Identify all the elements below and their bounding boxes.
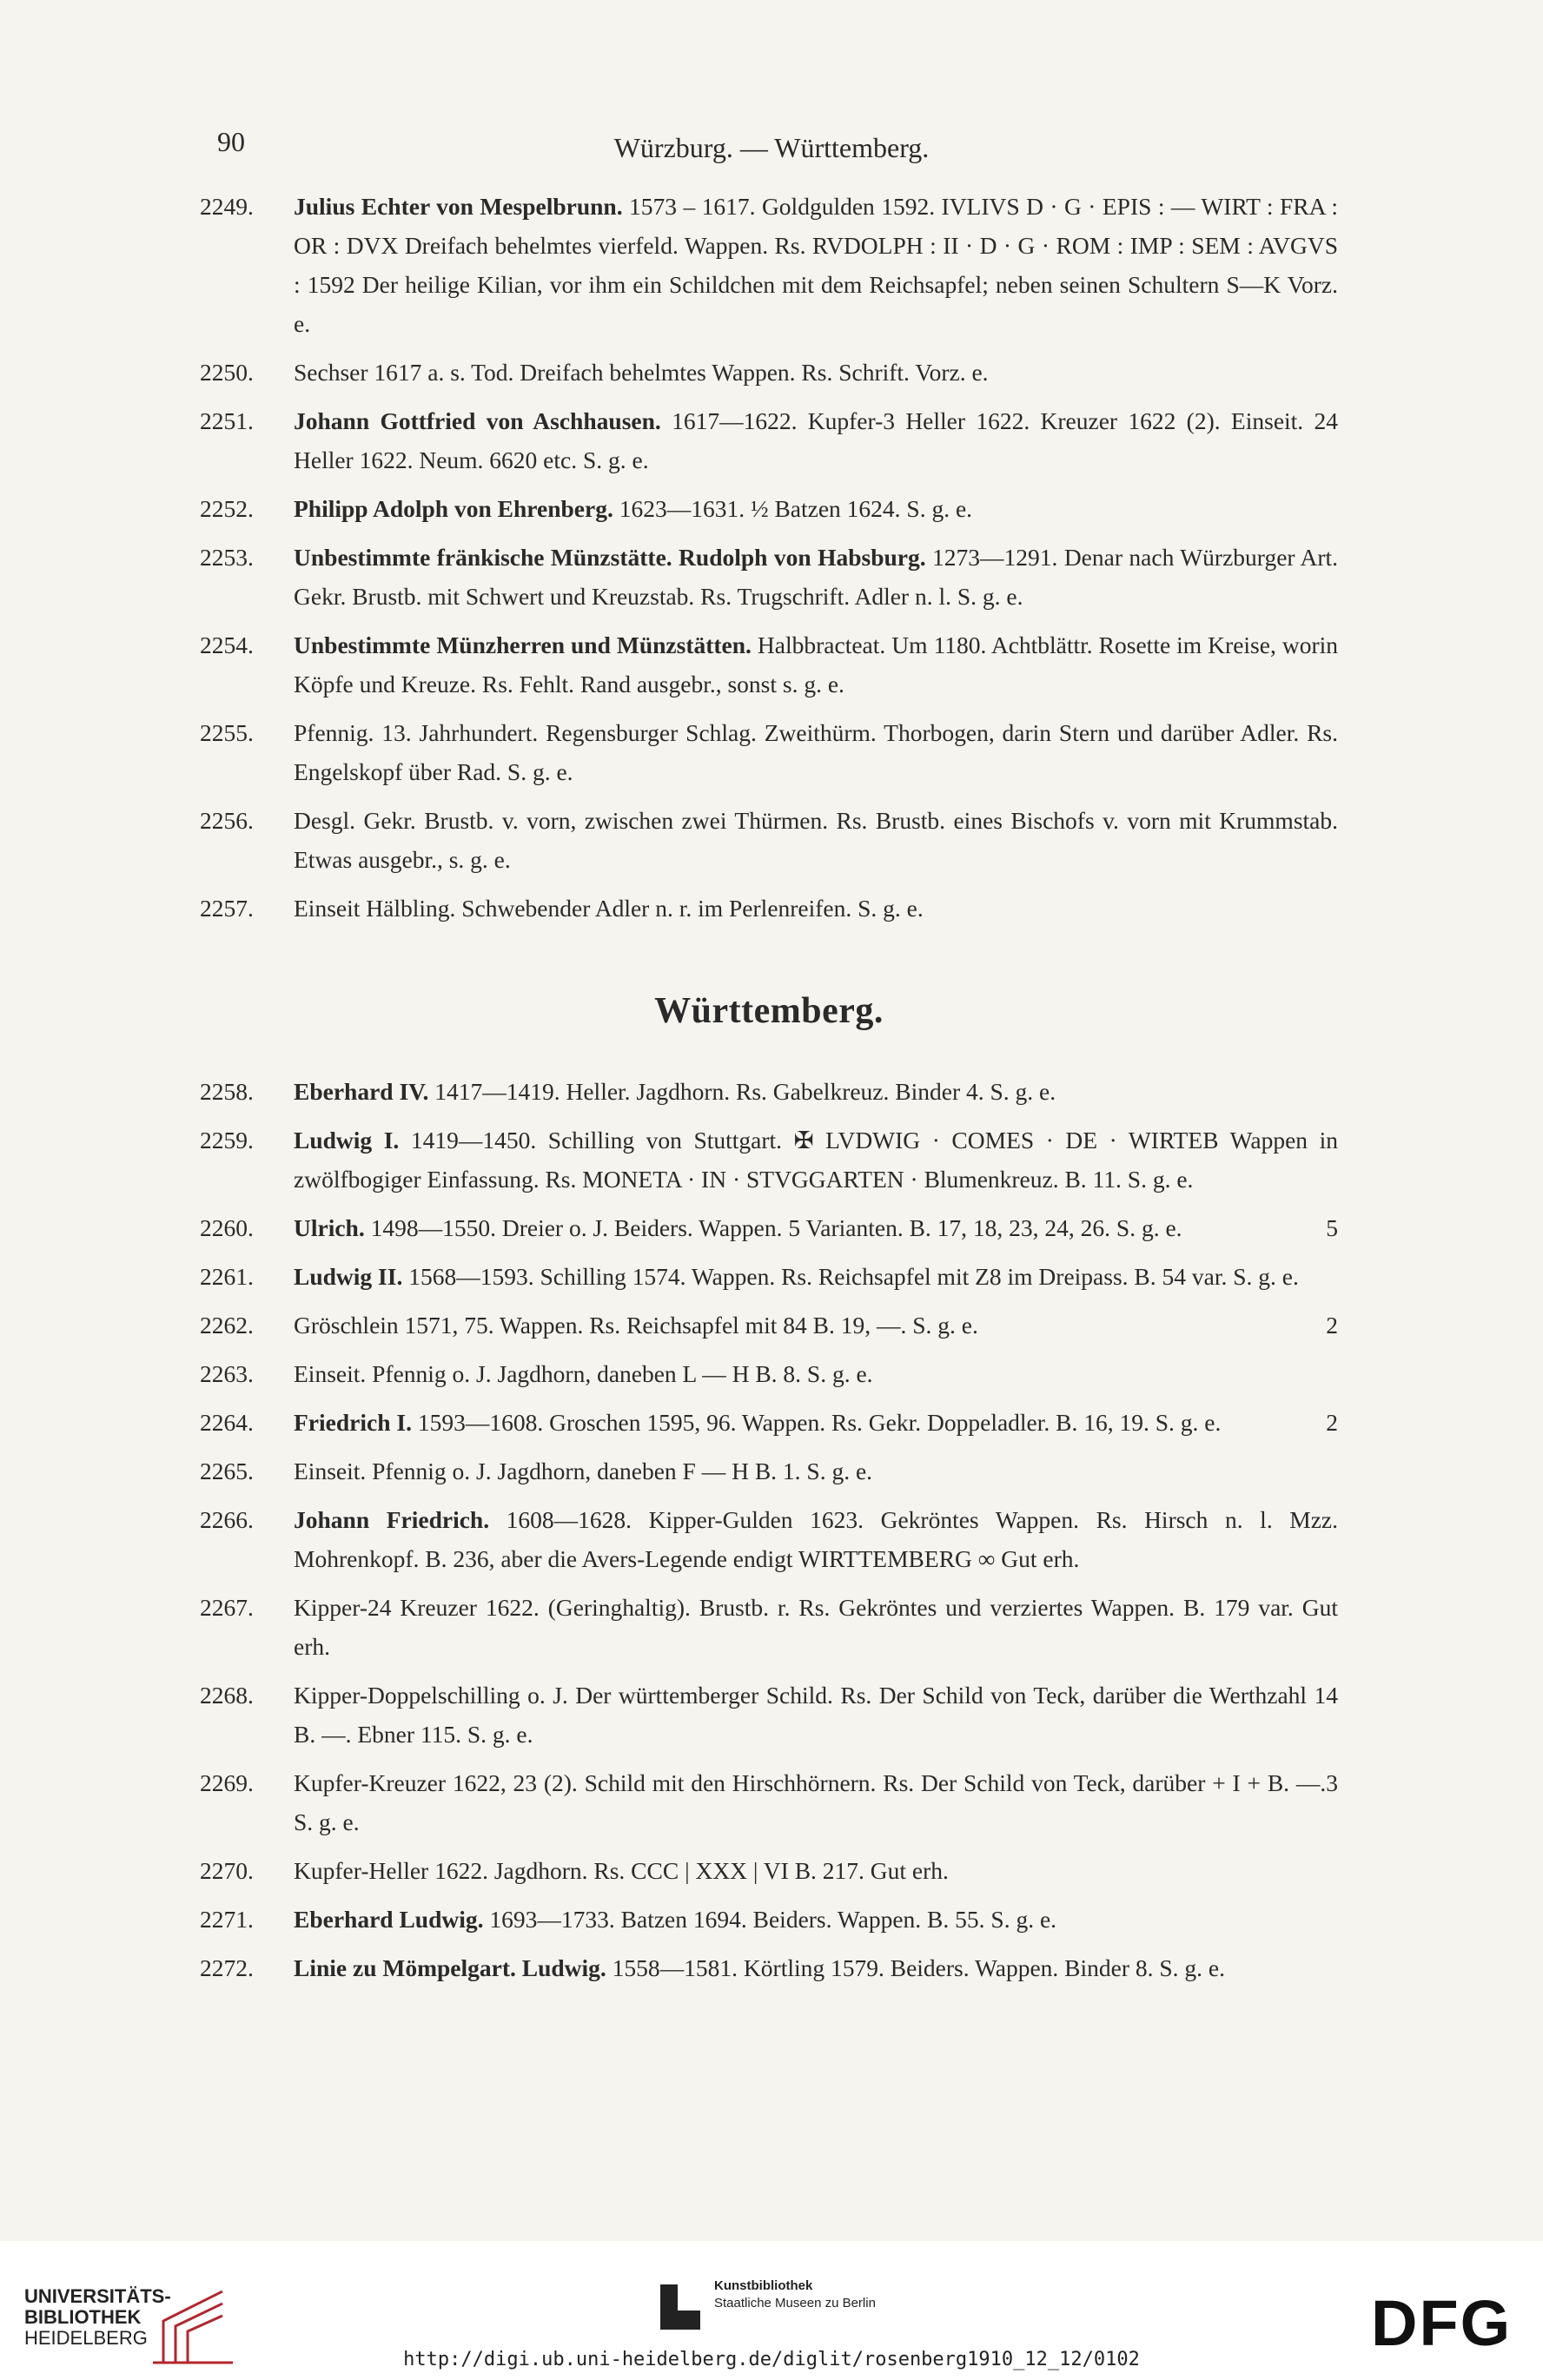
viewer-footer	[0, 2241, 1543, 2380]
entry-number: 2266.	[200, 1506, 254, 1533]
catalog-entry	[200, 1451, 1338, 1491]
catalog-entry	[200, 1121, 1338, 1199]
entry-description: Sechser 1617 a. s. Tod. Dreifach behelmtes Wappen. Rs. Schrift. Vorz. e.	[294, 359, 989, 386]
catalog-entry	[200, 353, 1338, 392]
uni-line-1: UNIVERSITÄTS-	[24, 2285, 171, 2307]
catalog-entry	[200, 1403, 1338, 1442]
entry-number: 2263.	[200, 1360, 254, 1387]
section-title: Württemberg.	[654, 991, 884, 1031]
entry-description: Gröschlein 1571, 75. Wappen. Rs. Reichsapfel mit 84 B. 19, —. S. g. e.	[294, 1312, 978, 1339]
catalog-entry	[200, 1763, 1338, 1841]
entry-description: Desgl. Gekr. Brustb. v. vorn, zwischen zwei Thürmen. Rs. Brustb. eines Bischofs v. vorn mit Krummstab. Etwas ausgebr., s. g. e.	[294, 807, 1338, 873]
entry-number: 2265.	[200, 1458, 254, 1484]
entry-description: Kupfer-Kreuzer 1622, 23 (2). Schild mit den Hirschhörnern. Rs. Der Schild von Teck, darüber + I + B. —. S. g. e.	[294, 1769, 1327, 1835]
entry-price: 4	[1326, 407, 1338, 434]
catalog-entry	[200, 187, 1338, 343]
entry-description: 1498—1550. Dreier o. J. Beiders. Wappen. 5 Varianten. B. 17, 18, 23, 24, 26. S. g. e.	[364, 1214, 1182, 1241]
entry-ruler-name: Johann Friedrich.	[294, 1506, 490, 1533]
entry-number: 2251.	[200, 407, 254, 434]
catalog-entry	[200, 538, 1338, 616]
entry-price: 2	[1326, 1409, 1338, 1436]
entry-description: 1608—1628. Kipper-Gulden 1623. Gekröntes Wappen. Rs. Hirsch n. l. Mzz. Mohrenkopf. B. 236, aber die Avers-Legende endigt WIRTTEMBERG ∞ Gut erh.	[294, 1506, 1339, 1572]
catalog-entry	[200, 889, 1338, 928]
entry-description: 1573 – 1617. Goldgulden 1592. IVLIVS D · G · EPIS : — WIRT : FRA : OR : DVX Dreifach behelmtes vierfeld. Wappen. Rs. RVDOLPH : II · D · G · ROM : IMP : SEM : AVGVS : 1592 Der heilige Kilian, vor ihm ein Schildchen mit dem Reichsapfel; neben seinen Schultern S—K Vorz. e.	[294, 193, 1338, 337]
entry-number: 2259.	[200, 1127, 254, 1154]
entry-description: 1593—1608. Groschen 1595, 96. Wappen. Rs. Gekr. Doppeladler. B. 16, 19. S. g. e.	[411, 1409, 1222, 1436]
entry-ruler-name: Johann Gottfried von Aschhausen.	[294, 407, 661, 434]
kb-line-2: Staatliche Museen zu Berlin	[714, 2296, 876, 2311]
catalog-entry	[200, 401, 1338, 479]
entry-number: 2254.	[200, 631, 254, 658]
entry-ruler-name: Philipp Adolph von Ehrenberg.	[294, 495, 613, 522]
catalog-entry	[200, 1676, 1338, 1754]
entry-ruler-name: Ludwig II.	[294, 1263, 403, 1290]
catalog-entry	[200, 1500, 1338, 1578]
entry-description: 1623—1631. ½ Batzen 1624. S. g. e.	[613, 495, 973, 522]
catalog-entry	[200, 1354, 1338, 1393]
entry-number: 2256.	[200, 807, 254, 834]
entry-description: Pfennig. 13. Jahrhundert. Regensburger Schlag. Zweithürm. Thorbogen, darin Stern und darüber Adler. Rs. Engelskopf über Rad. S. g. e.	[294, 719, 1338, 785]
entry-number: 2253.	[200, 544, 254, 571]
entry-ruler-name: Eberhard Ludwig.	[294, 1906, 484, 1933]
catalog-entry	[200, 1588, 1338, 1666]
entry-ruler-name: Linie zu Mömpelgart. Ludwig.	[294, 1954, 606, 1981]
entry-description: Kipper-Doppelschilling o. J. Der württemberger Schild. Rs. Der Schild von Teck, darüber die Werthzahl 14 B. —. Ebner 115. S. g. e.	[294, 1682, 1338, 1748]
entry-description: 1273—1291. Denar nach Würzburger Art. Gekr. Brustb. mit Schwert und Kreuzstab. Rs. Trugschrift. Adler n. l. S. g. e.	[294, 544, 1338, 610]
entry-number: 2268.	[200, 1682, 254, 1709]
museum-emblem-icon	[660, 2284, 700, 2330]
entry-number: 2249.	[200, 193, 254, 220]
entry-number: 2270.	[200, 1857, 254, 1884]
entry-list-wuerzburg	[200, 187, 1338, 928]
catalog-entry	[200, 713, 1338, 791]
entry-number: 2252.	[200, 495, 254, 522]
entry-number: 2264.	[200, 1409, 254, 1436]
dfg-logo[interactable]: DFG	[1371, 2287, 1513, 2359]
uni-line-3: HEIDELBERG	[24, 2327, 148, 2349]
entry-description: Einseit. Pfennig o. J. Jagdhorn, daneben L — H B. 8. S. g. e.	[294, 1360, 873, 1387]
entry-price: 3	[1326, 1769, 1338, 1796]
entry-description: 1417—1419. Heller. Jagdhorn. Rs. Gabelkreuz. Binder 4. S. g. e.	[428, 1078, 1056, 1105]
entry-number: 2272.	[200, 1954, 254, 1981]
catalog-entry	[200, 1900, 1338, 1939]
entry-number: 2262.	[200, 1312, 254, 1339]
entry-number: 2271.	[200, 1906, 254, 1933]
entry-price: 2	[1326, 1312, 1338, 1339]
entry-number: 2261.	[200, 1263, 254, 1290]
catalog-entry	[200, 1208, 1338, 1247]
entry-list-wuerttemberg	[200, 1072, 1338, 1987]
running-head: Würzburg. — Württemberg.	[613, 132, 930, 163]
entry-description: 1419—1450. Schilling von Stuttgart. ✠ LVDWIG · COMES · DE · WIRTEB Wappen in zwölfbogiger Einfassung. Rs. MONETA · IN · STVGGARTEN · Blumenkreuz. B. 11. S. g. e.	[294, 1127, 1338, 1193]
entry-description: 1568—1593. Schilling 1574. Wappen. Rs. Reichsapfel mit Z8 im Dreipass. B. 54 var. S. g. e.	[402, 1263, 1299, 1290]
entry-description: Halbbracteat. Um 1180. Achtblättr. Rosette im Kreise, worin Köpfe und Kreuze. Rs. Fehlt. Rand ausgebr., sonst s. g. e.	[294, 631, 1338, 697]
entry-ruler-name: Ulrich.	[294, 1214, 365, 1241]
entry-ruler-name: Friedrich I.	[294, 1409, 412, 1436]
entry-description: Kupfer-Heller 1622. Jagdhorn. Rs. CCC | XXX | VI B. 217. Gut erh.	[294, 1857, 949, 1884]
catalog-entry	[200, 625, 1338, 704]
page-number: 90	[217, 126, 245, 157]
entry-number: 2257.	[200, 895, 254, 922]
catalog-entry	[200, 801, 1338, 879]
catalog-entry	[200, 1306, 1338, 1345]
entry-number: 2260.	[200, 1214, 254, 1241]
entry-number: 2267.	[200, 1594, 254, 1621]
entry-ruler-name: Julius Echter von Mespelbrunn.	[294, 193, 623, 220]
entry-description: Kipper-24 Kreuzer 1622. (Geringhaltig). Brustb. r. Rs. Gekröntes und verziertes Wappen. B. 179 var. Gut erh.	[294, 1594, 1338, 1660]
entry-description: 1558—1581. Körtling 1579. Beiders. Wappen. Binder 8. S. g. e.	[606, 1954, 1226, 1981]
permalink-url[interactable]: http://digi.ub.uni-heidelberg.de/diglit/rosenberg1910_12_12/0102	[403, 2349, 1140, 2370]
entry-ruler-name: Eberhard IV.	[294, 1078, 429, 1105]
catalog-content	[200, 187, 1338, 1997]
catalog-entry	[200, 1257, 1338, 1296]
entry-ruler-name: Unbestimmte Münzherren und Münzstätten.	[294, 631, 752, 658]
entry-number: 2250.	[200, 359, 254, 386]
entry-number: 2255.	[200, 719, 254, 746]
uni-line-2: BIBLIOTHEK	[24, 2306, 142, 2328]
entry-description: 1617—1622. Kupfer-3 Heller 1622. Kreuzer 1622 (2). Einseit. 2 Heller 1622. Neum. 6620 etc. S. g. e.	[294, 407, 1327, 473]
catalog-entry	[200, 489, 1338, 528]
entry-description: 1693—1733. Batzen 1694. Beiders. Wappen. B. 55. S. g. e.	[483, 1906, 1057, 1933]
entry-price: 5	[1326, 1214, 1338, 1241]
kunstbibliothek-logo[interactable]	[660, 2276, 938, 2328]
catalog-entry	[200, 1948, 1338, 1987]
entry-ruler-name: Unbestimmte fränkische Münzstätte. Rudolph von Habsburg.	[294, 544, 926, 571]
entry-number: 2258.	[200, 1078, 254, 1105]
catalog-entry	[200, 1072, 1338, 1111]
entry-ruler-name: Ludwig I.	[294, 1127, 400, 1154]
entry-description: Einseit Hälbling. Schwebender Adler n. r. im Perlenreifen. S. g. e.	[294, 895, 924, 922]
catalog-entry	[200, 1851, 1338, 1890]
kb-line-1: Kunstbibliothek	[714, 2278, 813, 2293]
entry-description: Einseit. Pfennig o. J. Jagdhorn, daneben F — H B. 1. S. g. e.	[294, 1458, 873, 1484]
entry-number: 2269.	[200, 1769, 254, 1796]
